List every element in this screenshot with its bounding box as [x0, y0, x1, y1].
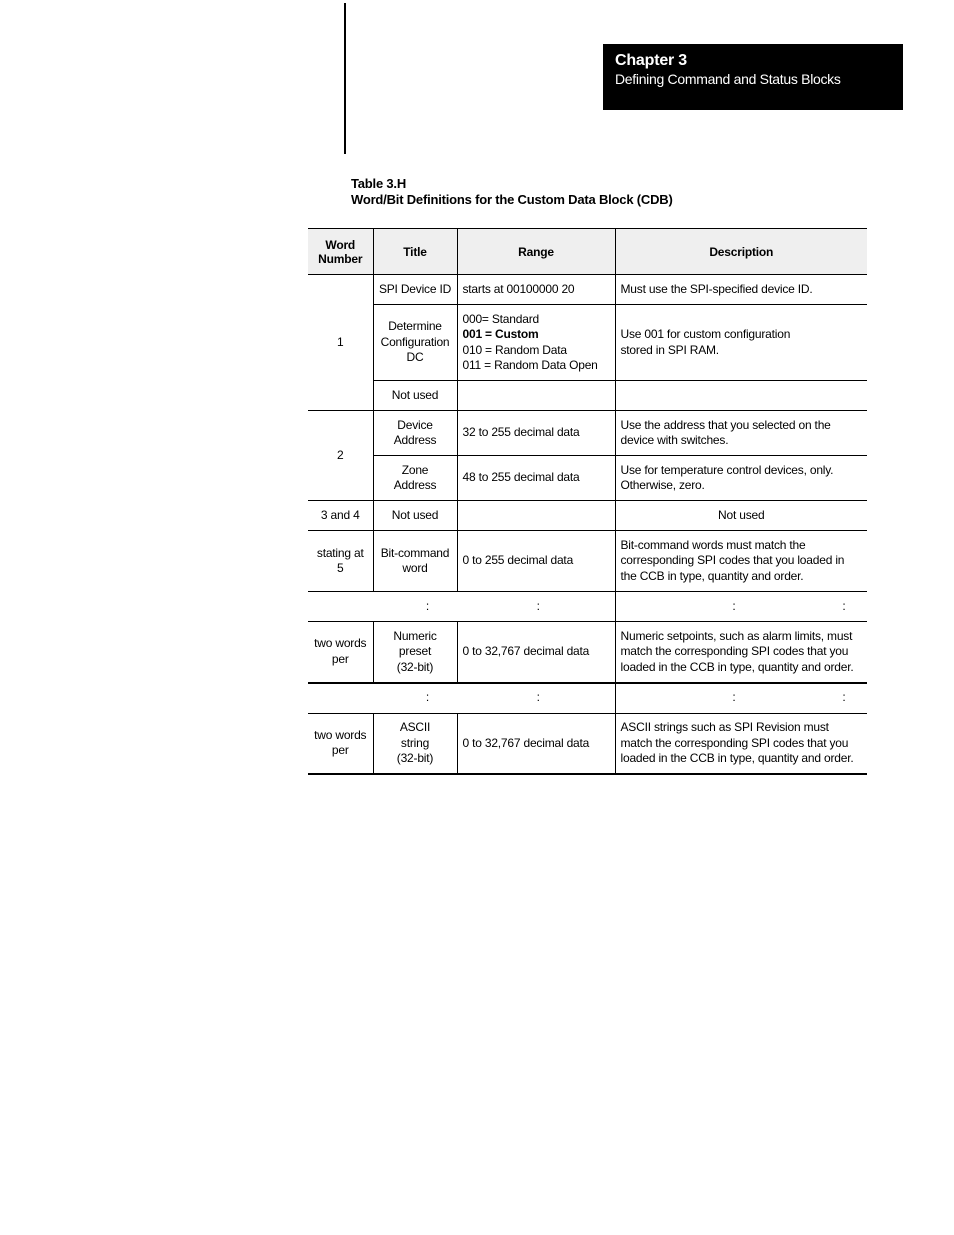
header-range: Range [457, 229, 615, 275]
word-number-cell: 2 [308, 411, 373, 501]
continuation-dots: : [732, 598, 736, 613]
header-description: Description [615, 229, 867, 275]
title-cell: Not used [373, 501, 457, 531]
table-row [308, 275, 867, 305]
chapter-header [603, 44, 903, 110]
word-number-cell: 3 and 4 [308, 501, 373, 531]
title-cell: Device Address [373, 411, 457, 456]
table-row [308, 411, 867, 456]
continuation-dots: : [308, 683, 457, 714]
title-cell: Bit-command word [373, 531, 457, 592]
continuation-row [308, 683, 867, 714]
header-word-number: Word Number [308, 229, 373, 275]
table-title: Word/Bit Definitions for the Custom Data Block (CDB) [351, 192, 673, 207]
table-caption [351, 176, 673, 208]
continuation-cell [615, 683, 867, 714]
title-cell: ASCII string (32-bit) [373, 713, 457, 774]
table-number: Table 3.H [351, 176, 407, 191]
range-cell: 0 to 32,767 decimal data [457, 622, 615, 683]
range-cell: 000= Standard 001 = Custom 010 = Random Data 011 = Random Data Open [457, 305, 615, 381]
range-cell: 0 to 255 decimal data [457, 531, 615, 592]
title-cell: Zone Address [373, 456, 457, 501]
continuation-dots: : [842, 690, 846, 705]
table-row [308, 622, 867, 683]
range-cell: 0 to 32,767 decimal data [457, 713, 615, 774]
cdb-definitions-table [308, 228, 867, 775]
chapter-subtitle: Defining Command and Status Blocks [615, 71, 841, 87]
range-cell: 48 to 255 decimal data [457, 456, 615, 501]
description-cell: Numeric setpoints, such as alarm limits, must match the corresponding SPI codes that you loaded in the CCB in type, quantity and order. [615, 622, 867, 683]
title-cell: Not used [373, 381, 457, 411]
header-title: Title [373, 229, 457, 275]
description-cell: Not used [615, 501, 867, 531]
table-row [308, 531, 867, 592]
chapter-title: Chapter 3 [615, 52, 687, 69]
table-row [308, 501, 867, 531]
range-cell [457, 381, 615, 411]
word-number-cell: stating at 5 [308, 531, 373, 592]
continuation-dots: : [842, 598, 846, 613]
description-cell: Use for temperature control devices, only. Otherwise, zero. [615, 456, 867, 501]
table-row [308, 305, 867, 381]
table-row [308, 381, 867, 411]
description-cell: ASCII strings such as SPI Revision must match the corresponding SPI codes that you loaded in the CCB in type, quantity and order. [615, 713, 867, 774]
continuation-cell [615, 592, 867, 622]
margin-rule [344, 3, 346, 154]
description-cell: Use 001 for custom configuration stored in SPI RAM. [615, 305, 867, 381]
title-cell: Numeric preset (32-bit) [373, 622, 457, 683]
continuation-dots: : [732, 690, 736, 705]
description-cell: Bit-command words must match the corresponding SPI codes that you loaded in the CCB in type, quantity and order. [615, 531, 867, 592]
word-number-cell: 1 [308, 275, 373, 411]
continuation-row [308, 592, 867, 622]
table-row [308, 713, 867, 774]
description-cell [615, 381, 867, 411]
table-row [308, 456, 867, 501]
title-cell: SPI Device ID [373, 275, 457, 305]
range-cell [457, 501, 615, 531]
word-number-cell: two words per [308, 622, 373, 683]
continuation-dots: : [457, 683, 615, 714]
table-header-row [308, 229, 867, 275]
range-cell: 32 to 255 decimal data [457, 411, 615, 456]
description-cell: Use the address that you selected on the device with switches. [615, 411, 867, 456]
range-cell: starts at 00100000 20 [457, 275, 615, 305]
description-cell: Must use the SPI-specified device ID. [615, 275, 867, 305]
word-number-cell: two words per [308, 713, 373, 774]
continuation-dots: : [457, 592, 615, 622]
title-cell: Determine Configuration DC [373, 305, 457, 381]
continuation-dots: : [308, 592, 457, 622]
